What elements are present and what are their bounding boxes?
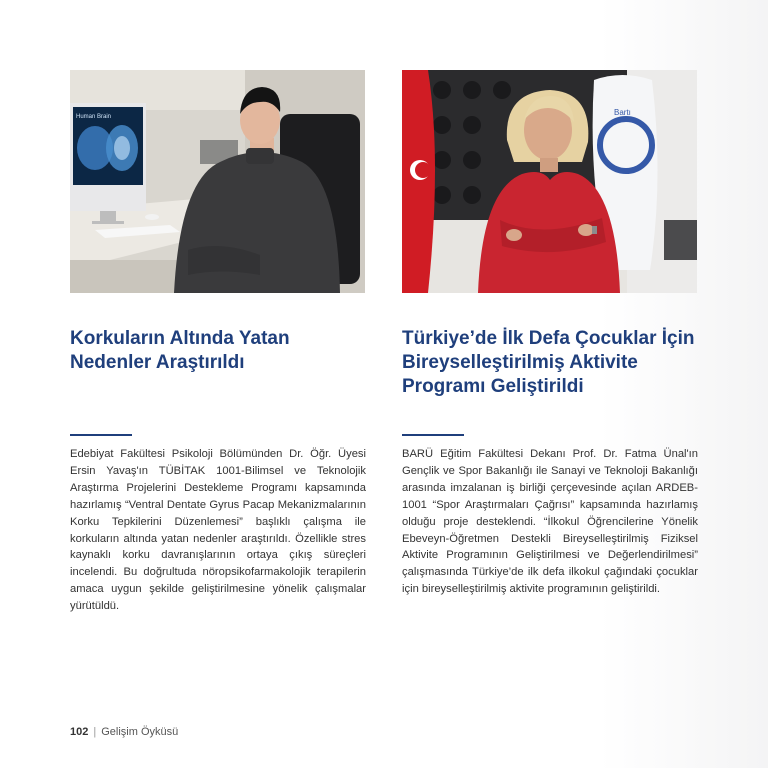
article-title-activity-program: Türkiye’de İlk Defa Çocuklar İçin Bireyselleştirilmiş Aktivite Programı Geliştirildi <box>402 328 695 397</box>
article-photo-dean <box>402 70 697 293</box>
footer-separator: | <box>93 726 97 738</box>
title-underline <box>70 434 132 436</box>
article-title-fears: Korkuların Altında Yatan Nedenler Araştırıldı <box>70 328 290 373</box>
article-photo-researcher <box>70 70 365 293</box>
flag-emblem-text: Bartı <box>614 108 631 117</box>
page-footer <box>70 726 178 738</box>
publication-name: Gelişim Öyküsü <box>101 726 179 738</box>
monitor-screen-text: Human Brain <box>76 114 112 120</box>
page-number: 102 <box>70 726 89 738</box>
article-body-activity-program: BARÜ Eğitim Fakültesi Dekanı Prof. Dr. Fatma Ünal'ın Gençlik ve Spor Bakanlığı ile Sanayi ve Teknoloji Bakanlığı arasında imzalanan iş birliği çerçevesinde açılan ARDEB-1001 “Spor Araştırmaları Çağrısı” kapsamında hazırlamış olduğu proje desteklendi. “İlkokul Öğrencilerine Yönelik Ebeveyn-Öğretmen Destekli Bireyselleştirilmiş Fiziksel Aktivite Programının Geliştirilmesi ve Değerlendirilmesi” çalışmasında Türkiye’de ilk defa ilkokul çağındaki çocuklar için bireyselleştirilmiş aktivite programının geliştirildi. <box>402 448 698 596</box>
title-underline <box>402 434 464 436</box>
article-body-fears: Edebiyat Fakültesi Psikoloji Bölümünden Dr. Öğr. Üyesi Ersin Yavaş'ın TÜBİTAK 1001-Bilimsel ve Teknolojik Araştırma Projelerini Destekleme Programı kapsamında hazırlamış “Ventral Dentate Gyrus Pacap Mekanizmalarının Korku Tepkilerini Düzenlemesi” başlıklı çalışma ile korkuların altında yatan nedenler araştırıldı. Özellikle stres kaynaklı korku davranışlarının ortaya çıkış süreçleri incelendi. Bu doğrultuda nöropsikofarmakolojik terapilerin amaca uygun şekilde geliştirilmesine yönelik çalışmalar yürütüldü. <box>70 448 366 613</box>
